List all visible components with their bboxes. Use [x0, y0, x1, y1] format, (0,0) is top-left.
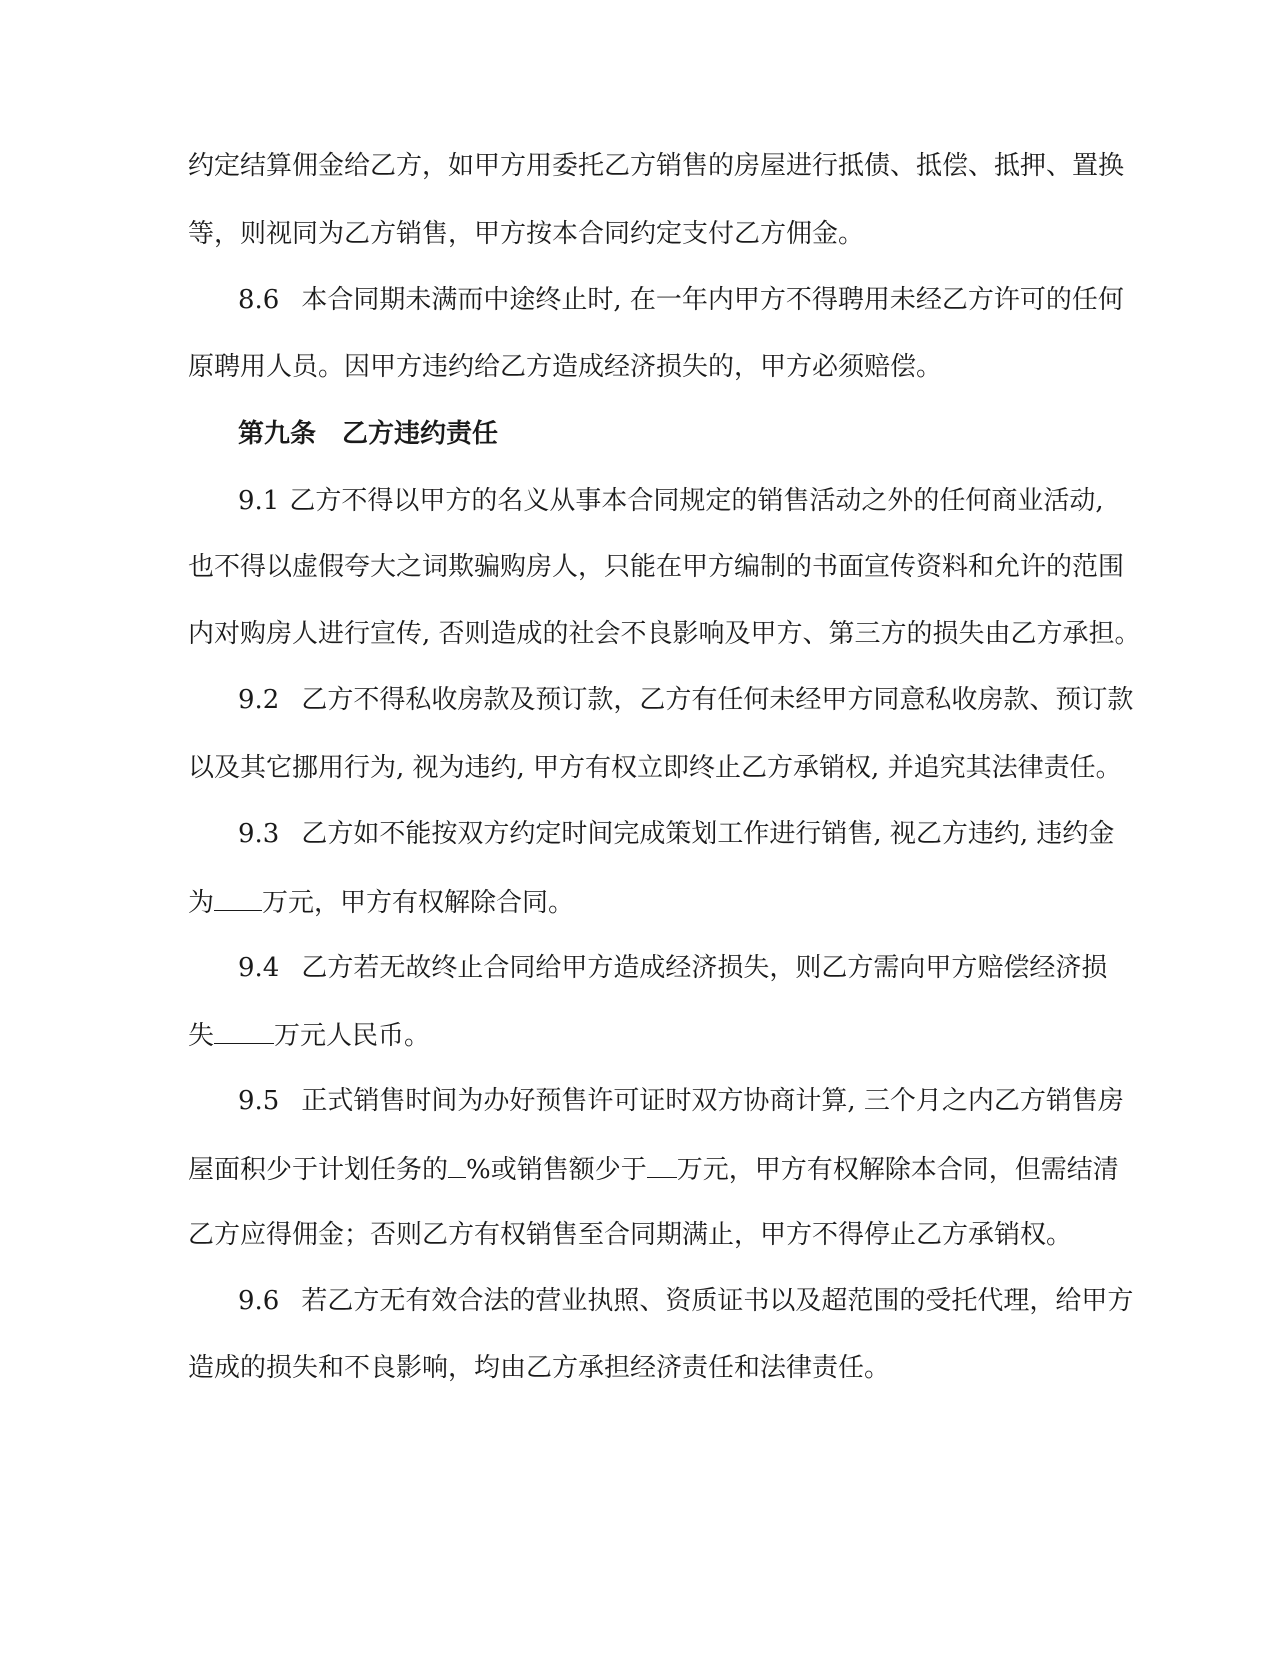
- clause-8-6: [238, 283, 1124, 317]
- paragraph-line: [188, 1218, 1088, 1252]
- clause-9-2: [238, 683, 1134, 717]
- line-text: 若乙方无有效合法的营业执照、资质证书以及超范围的受托代理，给甲方: [301, 1286, 1134, 1316]
- line-text: 万元，甲方有权解除本合同，但需结清: [676, 1155, 1119, 1185]
- heading-text: 第九条 乙方违约责任: [238, 419, 499, 449]
- amount-blank[interactable]: [214, 884, 262, 911]
- paragraph-line: [188, 149, 1125, 183]
- clause-9-1: [238, 484, 1104, 518]
- clause-number: 9.3: [238, 819, 280, 849]
- line-text: %或销售额少于: [466, 1155, 647, 1185]
- amount-blank[interactable]: [647, 1151, 677, 1178]
- line-text: 原聘用人员。因甲方违约给乙方造成经济损失的，甲方必须赔偿。: [188, 352, 943, 382]
- paragraph-line: [188, 350, 1088, 384]
- amount-blank[interactable]: [214, 1017, 274, 1044]
- line-text: 正式销售时间为办好预售许可证时双方协商计算, 三个月之内乙方销售房: [301, 1086, 1124, 1116]
- paragraph-line: [188, 617, 1141, 651]
- line-text: 万元人民币。: [274, 1021, 431, 1051]
- clause-number: 8.6: [238, 285, 280, 315]
- line-text: 以及其它挪用行为, 视为违约, 甲方有权立即终止乙方承销权, 并追究其法律责任。: [188, 753, 1122, 783]
- clause-number: 9.6: [238, 1286, 280, 1316]
- line-text: 内对购房人进行宣传, 否则造成的社会不良影响及甲方、第三方的损失由乙方承担。: [188, 619, 1141, 649]
- clause-number: 9.5: [238, 1086, 280, 1116]
- line-text: 失: [188, 1021, 215, 1051]
- clause-number: 9.4: [238, 953, 280, 983]
- clause-9-5: [238, 1084, 1124, 1118]
- line-text: 为: [188, 888, 215, 918]
- clause-9-4: [238, 951, 1108, 985]
- line-text: 约定结算佣金给乙方，如甲方用委托乙方销售的房屋进行抵债、抵偿、抵押、置换: [188, 151, 1125, 181]
- paragraph-line: [188, 1351, 1088, 1385]
- clause-number: 9.2: [238, 685, 280, 715]
- paragraph-line: [188, 217, 1088, 251]
- line-text: 也不得以虚假夸大之词欺骗购房人，只能在甲方编制的书面宣传资料和允许的范围: [188, 552, 1125, 582]
- line-text: 造成的损失和不良影响，均由乙方承担经济责任和法律责任。: [188, 1353, 891, 1383]
- line-text: 乙方不得以甲方的名义从事本合同规定的销售活动之外的任何商业活动,: [289, 486, 1104, 516]
- line-text: 等，则视同为乙方销售，甲方按本合同约定支付乙方佣金。: [188, 219, 865, 249]
- paragraph-line: [188, 1017, 1088, 1053]
- paragraph-line: [188, 550, 1125, 584]
- clause-number: 9.1: [238, 486, 280, 516]
- paragraph-line: [188, 751, 1122, 785]
- section-heading: [238, 417, 1088, 451]
- line-text: 乙方若无故终止合同给甲方造成经济损失，则乙方需向甲方赔偿经济损: [301, 953, 1108, 983]
- line-text: 乙方不得私收房款及预订款，乙方有任何未经甲方同意私收房款、预订款: [301, 685, 1134, 715]
- line-text: 万元，甲方有权解除合同。: [262, 888, 575, 918]
- clause-9-6: [238, 1284, 1134, 1318]
- paragraph-line: [188, 1151, 1119, 1187]
- line-text: 本合同期未满而中途终止时, 在一年内甲方不得聘用未经乙方许可的任何: [301, 285, 1124, 315]
- percent-blank[interactable]: [448, 1151, 466, 1178]
- line-text: 乙方如不能按双方约定时间完成策划工作进行销售, 视乙方违约, 违约金: [301, 819, 1115, 849]
- paragraph-line: [188, 884, 1088, 920]
- clause-9-3: [238, 817, 1115, 851]
- line-text: 屋面积少于计划任务的: [188, 1155, 449, 1185]
- line-text: 乙方应得佣金；否则乙方有权销售至合同期满止，甲方不得停止乙方承销权。: [188, 1220, 1073, 1250]
